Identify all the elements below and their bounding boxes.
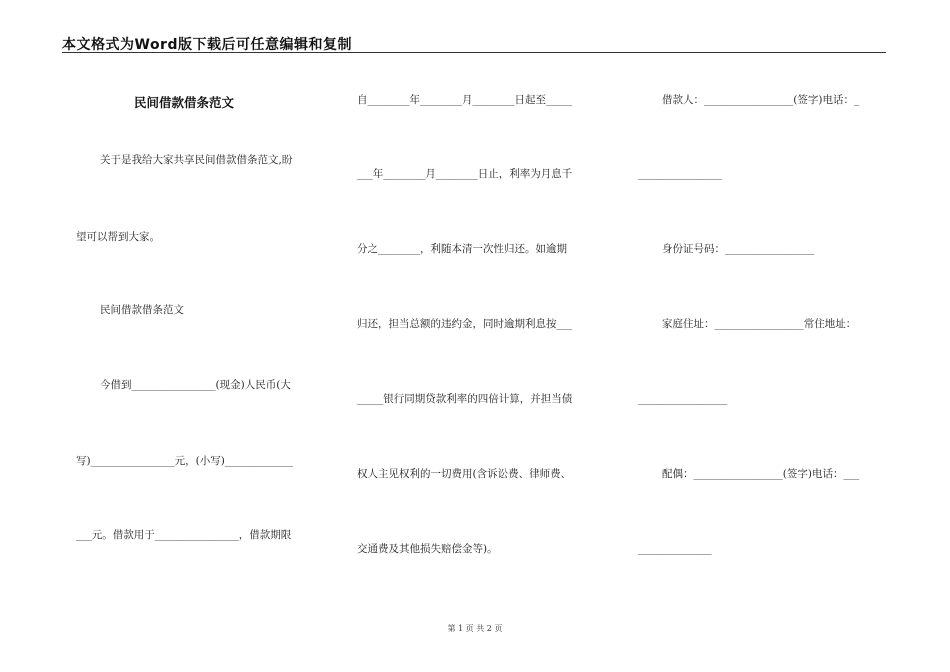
document-title: 民间借款借条范文 [134,95,235,110]
section-heading: 民间借款借条范文 [100,304,184,316]
paragraph-line: 归还，担当总额的违约金，同时逾期利息按___ [357,318,573,330]
paragraph-line: 今借到________________(现金)人民币(大 [100,379,291,391]
header-title: 本文格式为Word版下载后可任意编辑和复制 [62,37,352,53]
blank-line: _________________ [638,393,728,405]
paragraph-line: 权人主见权利的一切费用(含诉讼费、律师费、 [357,468,572,480]
address-line: 家庭住址：_________________常住地址： [662,318,857,330]
paragraph-line: 自________年________月________日起至_____ [357,94,573,106]
paragraph-line: 写)________________元，(小写)_____________ [76,455,294,467]
paragraph-line: 关于是我给大家共享民间借款借条范文,盼 [100,154,293,166]
page-header [62,34,886,53]
blank-line: ______________ [638,543,712,555]
paragraph-line: 望可以帮到大家。 [76,231,160,243]
paragraph-line: _____银行同期贷款利率的四倍计算，并担当债 [357,393,573,405]
borrower-line: 借款人：_________________(签字)电话：_ [662,94,860,106]
paragraph-line: 交通费及其他损失赔偿金等)。 [357,543,498,555]
blank-line: ________________ [638,168,722,180]
paragraph-line: ___年________月________日止，利率为月息千 [357,168,573,180]
paragraph-line: ___元。借款用于________________，借款期限 [76,529,292,541]
spouse-line: 配偶：_________________(签字)电话：___ [662,468,860,480]
id-number-line: 身份证号码：_________________ [662,243,815,255]
paragraph-line: 分之________，利随本清一次性归还。如逾期 [357,243,567,255]
page-footer: 第 1 页 共 2 页 [447,624,503,633]
